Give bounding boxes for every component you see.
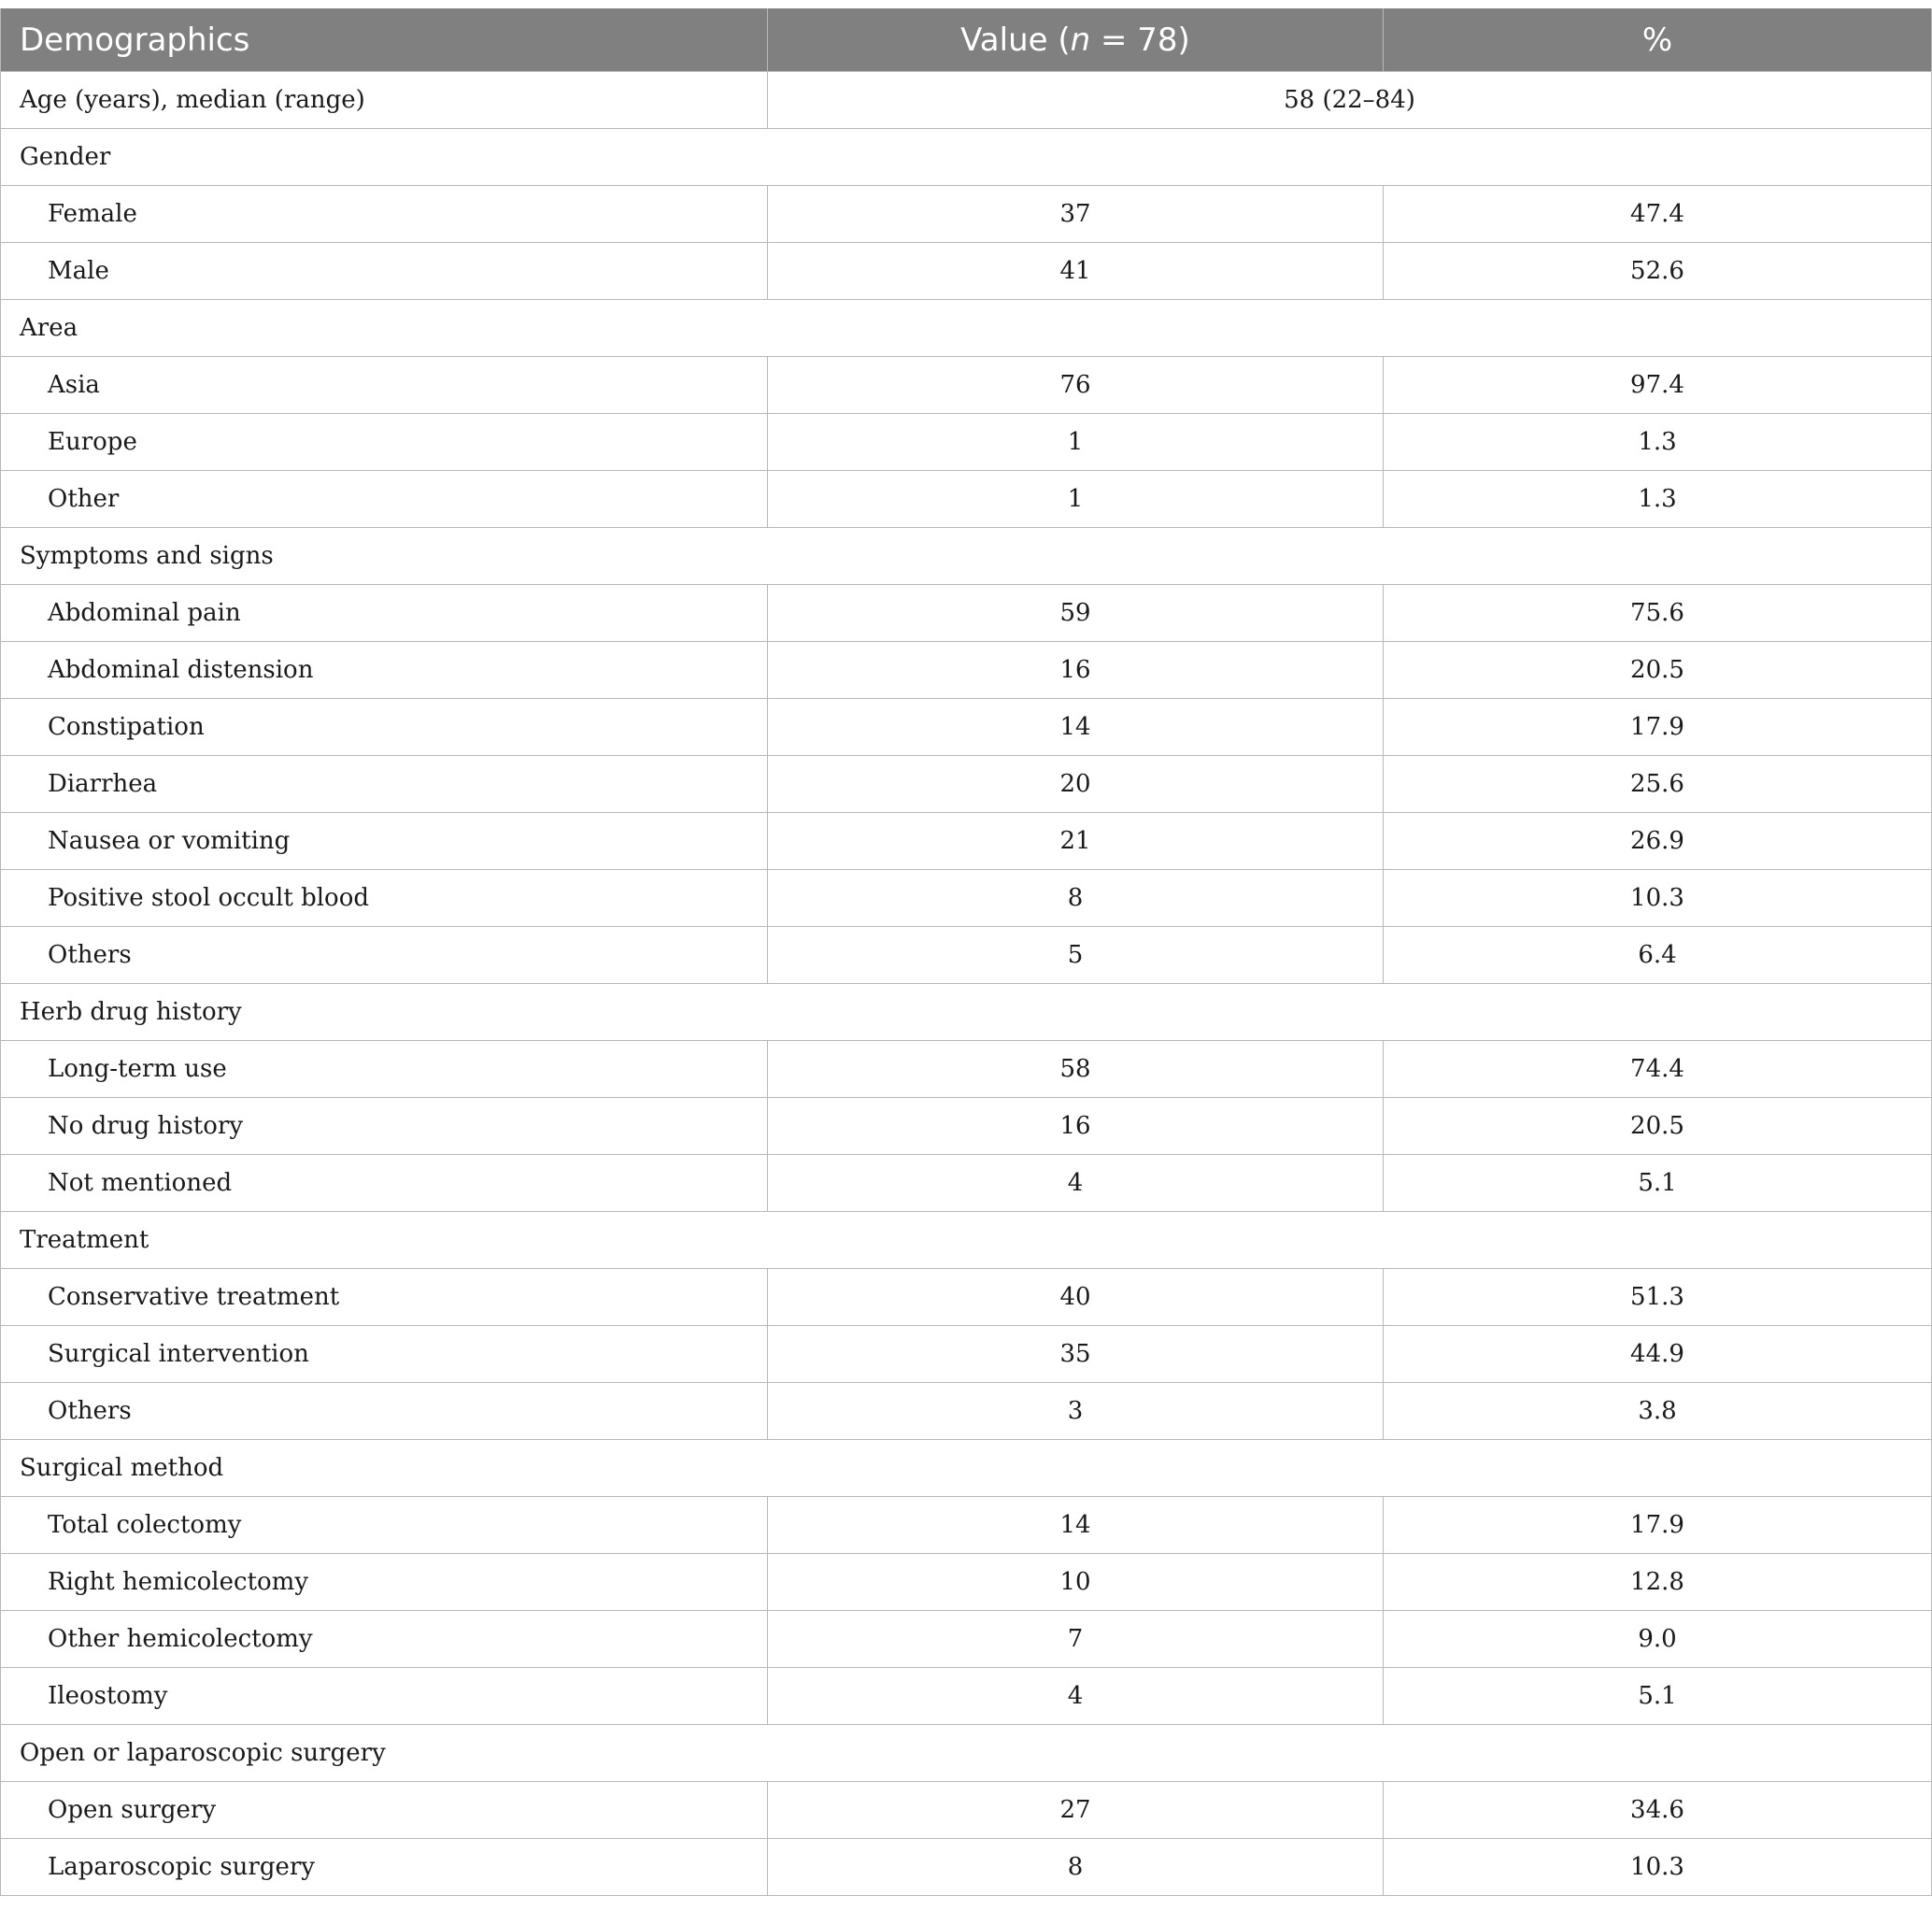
- row-label: Others: [1, 1383, 768, 1440]
- row-percent: 75.6: [1384, 585, 1932, 642]
- row-label: Female: [1, 186, 768, 243]
- row-value: 14: [768, 1497, 1384, 1554]
- section-row: [1, 528, 1932, 585]
- section-row: [1, 1440, 1932, 1497]
- row-value: 4: [768, 1668, 1384, 1725]
- section-title: Treatment: [1, 1212, 1932, 1269]
- row-label: Open surgery: [1, 1782, 768, 1839]
- row-label: Total colectomy: [1, 1497, 768, 1554]
- row-value: 5: [768, 927, 1384, 984]
- row-label: Constipation: [1, 699, 768, 756]
- row-value: 37: [768, 186, 1384, 243]
- demographics-table: [0, 8, 1932, 1896]
- table-row: [1, 870, 1932, 927]
- age-row: [1, 72, 1932, 129]
- section-title: Area: [1, 300, 1932, 357]
- section-title: Herb drug history: [1, 984, 1932, 1041]
- table-row: [1, 1839, 1932, 1896]
- row-label: No drug history: [1, 1098, 768, 1155]
- table-body: [1, 72, 1932, 1896]
- table-row: [1, 585, 1932, 642]
- table-row: [1, 1326, 1932, 1383]
- row-label: Nausea or vomiting: [1, 813, 768, 870]
- row-label: Ileostomy: [1, 1668, 768, 1725]
- row-label: Surgical intervention: [1, 1326, 768, 1383]
- section-title: Surgical method: [1, 1440, 1932, 1497]
- table-row: [1, 699, 1932, 756]
- row-label: Right hemicolectomy: [1, 1554, 768, 1611]
- age-label: Age (years), median (range): [1, 72, 768, 129]
- row-percent: 44.9: [1384, 1326, 1932, 1383]
- table-row: [1, 1668, 1932, 1725]
- table-row: [1, 243, 1932, 300]
- row-label: Long-term use: [1, 1041, 768, 1098]
- header-value-suffix: = 78): [1090, 21, 1190, 59]
- row-percent: 34.6: [1384, 1782, 1932, 1839]
- row-value: 40: [768, 1269, 1384, 1326]
- section-row: [1, 300, 1932, 357]
- table-row: [1, 1098, 1932, 1155]
- row-percent: 9.0: [1384, 1611, 1932, 1668]
- row-value: 58: [768, 1041, 1384, 1098]
- row-value: 16: [768, 1098, 1384, 1155]
- row-value: 27: [768, 1782, 1384, 1839]
- row-value: 8: [768, 870, 1384, 927]
- row-label: Laparoscopic surgery: [1, 1839, 768, 1896]
- section-row: [1, 1725, 1932, 1782]
- row-percent: 10.3: [1384, 870, 1932, 927]
- row-value: 35: [768, 1326, 1384, 1383]
- header-demographics: Demographics: [1, 8, 768, 72]
- row-label: Asia: [1, 357, 768, 414]
- row-percent: 10.3: [1384, 1839, 1932, 1896]
- row-label: Others: [1, 927, 768, 984]
- row-percent: 5.1: [1384, 1155, 1932, 1212]
- row-percent: 20.5: [1384, 1098, 1932, 1155]
- table-row: [1, 1611, 1932, 1668]
- row-percent: 6.4: [1384, 927, 1932, 984]
- row-percent: 97.4: [1384, 357, 1932, 414]
- row-percent: 20.5: [1384, 642, 1932, 699]
- row-value: 8: [768, 1839, 1384, 1896]
- row-label: Diarrhea: [1, 756, 768, 813]
- table-row: [1, 1041, 1932, 1098]
- row-value: 10: [768, 1554, 1384, 1611]
- table-row: [1, 756, 1932, 813]
- age-value: 58 (22–84): [768, 72, 1932, 129]
- row-value: 7: [768, 1611, 1384, 1668]
- table-row: [1, 1497, 1932, 1554]
- row-percent: 26.9: [1384, 813, 1932, 870]
- row-percent: 17.9: [1384, 699, 1932, 756]
- row-value: 3: [768, 1383, 1384, 1440]
- row-label: Europe: [1, 414, 768, 471]
- section-title: Gender: [1, 129, 1932, 186]
- row-value: 14: [768, 699, 1384, 756]
- row-percent: 1.3: [1384, 471, 1932, 528]
- section-title: Open or laparoscopic surgery: [1, 1725, 1932, 1782]
- row-percent: 17.9: [1384, 1497, 1932, 1554]
- row-label: Positive stool occult blood: [1, 870, 768, 927]
- table-row: [1, 1782, 1932, 1839]
- row-value: 4: [768, 1155, 1384, 1212]
- section-row: [1, 129, 1932, 186]
- header-value-prefix: Value (: [960, 21, 1071, 59]
- table-row: [1, 357, 1932, 414]
- section-row: [1, 1212, 1932, 1269]
- header-value: [768, 8, 1384, 72]
- table-row: [1, 642, 1932, 699]
- row-percent: 3.8: [1384, 1383, 1932, 1440]
- row-percent: 12.8: [1384, 1554, 1932, 1611]
- table-row: [1, 186, 1932, 243]
- row-value: 76: [768, 357, 1384, 414]
- section-row: [1, 984, 1932, 1041]
- table-row: [1, 471, 1932, 528]
- table-row: [1, 813, 1932, 870]
- row-label: Conservative treatment: [1, 1269, 768, 1326]
- row-label: Not mentioned: [1, 1155, 768, 1212]
- row-value: 1: [768, 471, 1384, 528]
- row-percent: 1.3: [1384, 414, 1932, 471]
- row-label: Other hemicolectomy: [1, 1611, 768, 1668]
- row-label: Abdominal distension: [1, 642, 768, 699]
- table-row: [1, 1269, 1932, 1326]
- section-title: Symptoms and signs: [1, 528, 1932, 585]
- row-label: Abdominal pain: [1, 585, 768, 642]
- row-percent: 5.1: [1384, 1668, 1932, 1725]
- table-row: [1, 414, 1932, 471]
- row-value: 20: [768, 756, 1384, 813]
- table-row: [1, 1383, 1932, 1440]
- row-percent: 52.6: [1384, 243, 1932, 300]
- row-percent: 47.4: [1384, 186, 1932, 243]
- header-row: [1, 8, 1932, 72]
- table-row: [1, 927, 1932, 984]
- row-percent: 51.3: [1384, 1269, 1932, 1326]
- row-value: 21: [768, 813, 1384, 870]
- row-label: Male: [1, 243, 768, 300]
- row-value: 59: [768, 585, 1384, 642]
- row-value: 16: [768, 642, 1384, 699]
- table-row: [1, 1155, 1932, 1212]
- row-value: 1: [768, 414, 1384, 471]
- header-percent: %: [1384, 8, 1932, 72]
- row-percent: 74.4: [1384, 1041, 1932, 1098]
- row-percent: 25.6: [1384, 756, 1932, 813]
- table-row: [1, 1554, 1932, 1611]
- row-value: 41: [768, 243, 1384, 300]
- row-label: Other: [1, 471, 768, 528]
- header-value-n: n: [1070, 21, 1091, 59]
